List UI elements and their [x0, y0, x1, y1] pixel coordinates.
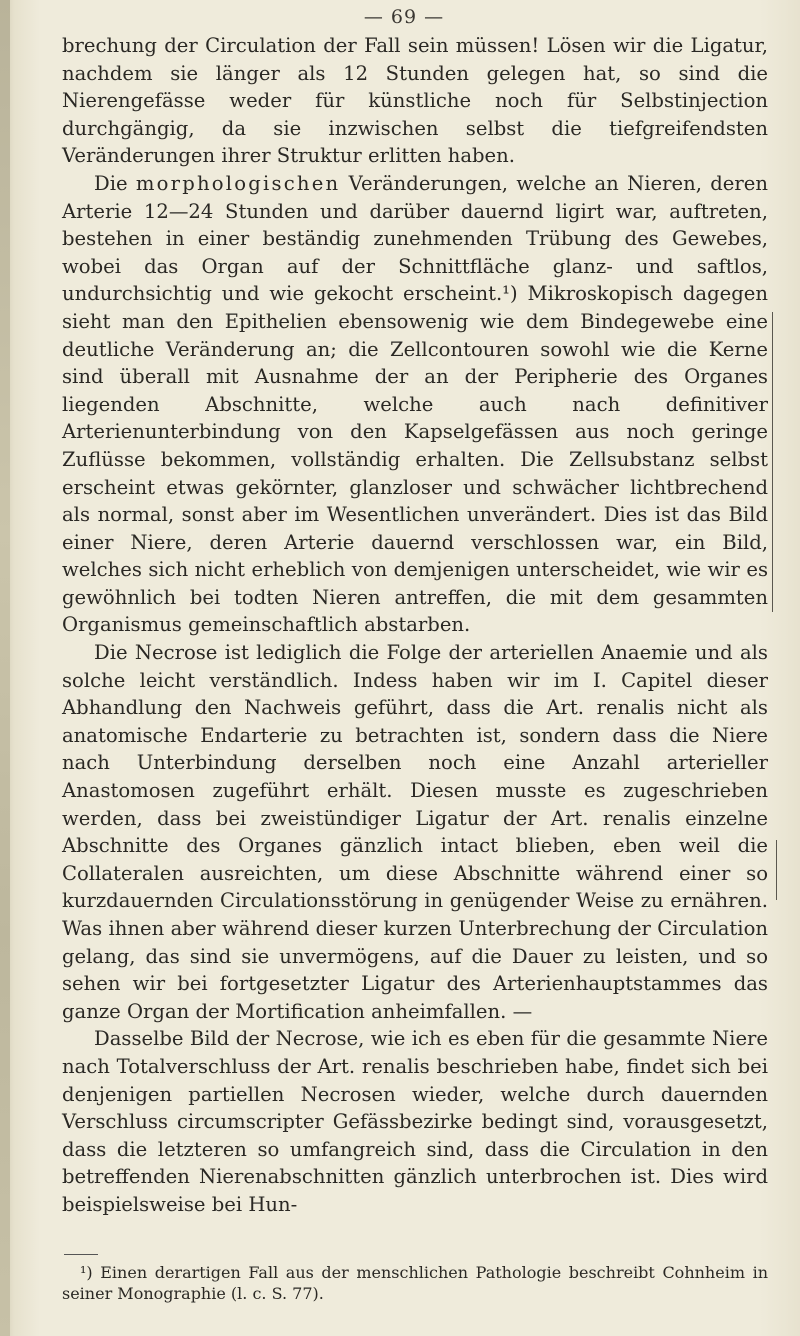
- body-text: [62, 32, 768, 1219]
- footnote: ¹) Einen derartigen Fall aus der menschlichen Pathologie beschreibt Cohnheim in seiner Monographie (l. c. S. 77).: [62, 1263, 768, 1303]
- paragraph: brechung der Circulation der Fall sein müssen! Lösen wir die Ligatur, nachdem sie länger als 12 Stunden gelegen hat, so sind die Nierengefässe weder für künstliche noch für Selbstinjection durchgängig, da sie inzwischen selbst die tiefgreifendsten Veränderungen ihrer Struktur erlitten haben.: [62, 34, 768, 168]
- footnote-rule: [64, 1254, 98, 1255]
- paragraph: Die Necrose ist lediglich die Folge der arteriellen Anaemie und als solche leicht verständlich. Indess haben wir im I. Capitel dieser Abhandlung den Nachweis geführt, dass die Art. renalis nicht als anatomische Endarterie zu betrachten ist, sondern dass die Niere nach Unterbindung derselben noch eine Anzahl arterieller Anastomosen zugeführt erhält. Diesen musste es zugeschrieben werden, dass bei zweistündiger Ligatur der Art. renalis einzelne Abschnitte des Organes gänzlich intact blieben, eben weil die Collateralen ausreichten, um diese Abschnitte während einer so kurzdauernden Circulationsstörung in genügender Weise zu ernähren. Was ihnen aber während dieser kurzen Unterbrechung der Circulation gelang, das sind sie unvermögens, auf die Dauer zu leisten, und so sehen wir bei fortgesetzter Ligatur des Arterienhauptstammes das ganze Organ der Mortification anheimfallen. —: [62, 641, 768, 1023]
- margin-pencil-mark: [772, 312, 773, 612]
- margin-pencil-mark: [776, 840, 777, 900]
- emphasized-term: morphologischen: [135, 171, 341, 195]
- binding-gutter: [0, 0, 10, 1336]
- paragraph-body: Veränderungen, welche an Nieren, deren Arterie 12—24 Stunden und darüber dauernd ligirt war, auftreten, bestehen in einer beständig zunehmenden Trübung des Gewebes, wobei das Organ auf der Schnittfläche glanz- und saftlos, undurchsichtig und wie gekocht erscheint.¹) Mikroskopisch dagegen sieht man den Epithelien ebensowenig wie dem Bindegewebe eine deutliche Veränderung an; die Zellcontouren sowohl wie die Kerne sind überall mit Ausnahme der an der Peripherie des Organes liegenden Abschnitte, welche auch nach definitiver Arterienunterbindung von den Kapselgefässen aus noch geringe Zuflüsse bekommen, vollständig erhalten. Die Zellsubstanz selbst erscheint etwas gekörnter, glanzloser und schwächer lichtbrechend als normal, sonst aber im Wesentlichen unverändert. Dies ist das Bild einer Niere, deren Arterie dauernd verschlossen war, ein Bild, welches sich nicht erheblich von demjenigen unterscheidet, wie wir es gewöhnlich bei todten Nieren antreffen, die mit dem gesammten Organismus gemeinschaftlich abstarben.: [62, 171, 768, 637]
- paragraph: Dasselbe Bild der Necrose, wie ich es eben für die gesammte Niere nach Totalverschluss der Art. renalis beschrieben habe, findet sich bei denjenigen partiellen Necrosen wieder, welche durch dauernden Verschluss circumscripter Gefässbezirke bedingt sind, vorausgesetzt, dass die letzteren so umfangreich sind, dass die Circulation in den betreffenden Nierenabschnitten gänzlich unterbrochen ist. Dies wird beispielsweise bei Hun-: [62, 1027, 768, 1216]
- paragraph: [62, 170, 768, 639]
- paragraph-lead: Die: [94, 171, 136, 195]
- page-number: — 69 —: [363, 6, 445, 28]
